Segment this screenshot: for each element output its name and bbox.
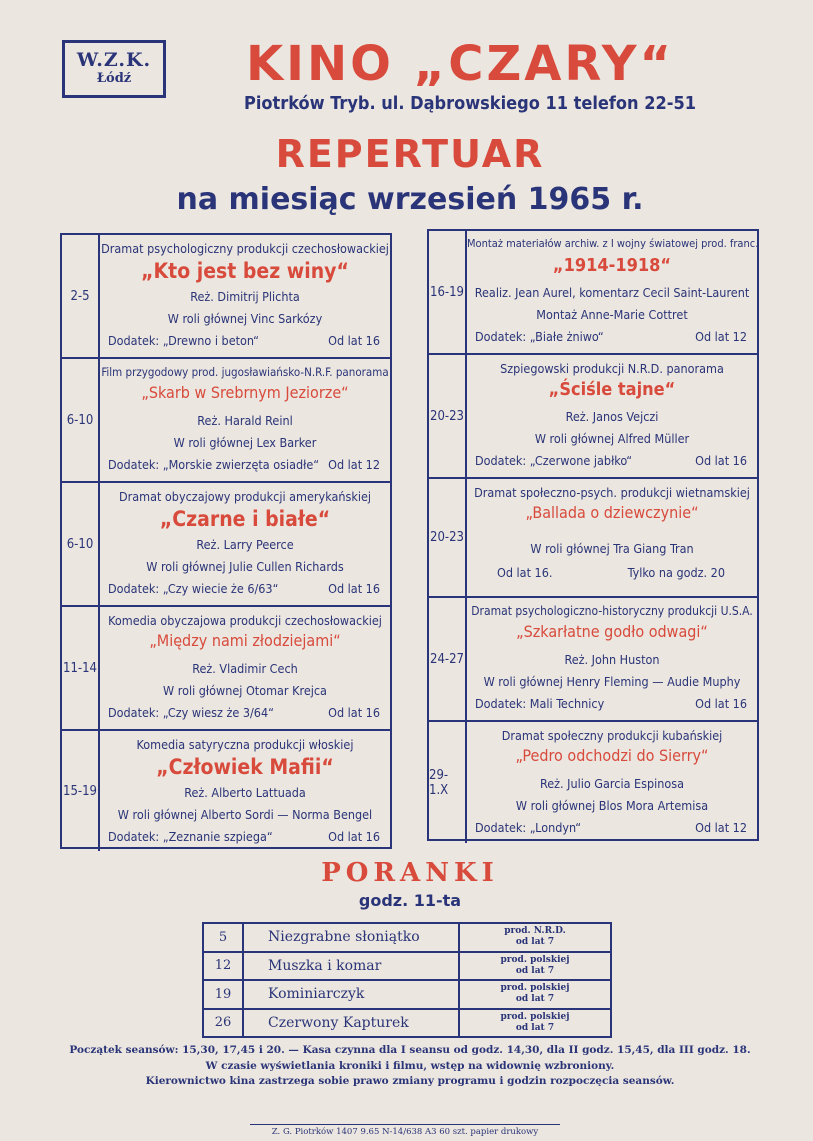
film-title: „Między nami złodziejami“ [149, 631, 341, 650]
film-details [467, 722, 757, 843]
film-dates: 24-27 [429, 598, 467, 720]
film-dates: 20-23 [429, 479, 467, 596]
morning-show-age: od lat 7 [515, 965, 555, 976]
film-details [100, 731, 390, 851]
film-extra-row [475, 453, 749, 468]
film-entry [62, 359, 390, 483]
morning-show-info [459, 980, 611, 1009]
film-age-rating: Od lat 12 [695, 820, 747, 835]
film-age-rating: Od lat 16 [328, 705, 380, 720]
film-extra: Dodatek: „Morskie zwierzęta osiadłe“ [108, 457, 320, 472]
film-genre: Dramat społeczno-psych. produkcji wietnamskiej [474, 485, 750, 500]
film-age-rating: Od lat 16 [695, 696, 747, 711]
film-title: „Ściśle tajne“ [548, 379, 676, 400]
film-entry [62, 731, 390, 851]
right-program-column [427, 229, 759, 841]
film-details [467, 479, 757, 596]
footer-line-2: W czasie wyświetlania kroniki i filmu, wstęp na widownię wzbroniony. [205, 1060, 615, 1072]
film-entry [429, 479, 757, 598]
film-entry [429, 231, 757, 355]
left-program-column [60, 233, 392, 849]
morning-show-row [203, 980, 611, 1009]
film-extra-row [475, 820, 749, 835]
film-cast: W roli głównej Henry Fleming — Audie Muphy [483, 674, 741, 689]
film-age-rating: Od lat 12 [328, 457, 380, 472]
film-director: Reż. John Huston [564, 652, 660, 667]
film-age-rating: Od lat 12 [695, 329, 747, 344]
morning-show-age: od lat 7 [515, 994, 555, 1005]
film-dates: 11-14 [62, 607, 100, 729]
film-cast: Montaż Anne-Marie Cottret [536, 307, 688, 322]
morning-shows-table [202, 922, 612, 1038]
film-details [467, 231, 757, 353]
cinema-address: Piotrków Tryb. ul. Dąbrowskiego 11 telefon 22-51 [243, 93, 697, 114]
film-extra: Dodatek: „Czy wiecie że 6/63“ [108, 581, 279, 596]
film-details [100, 483, 390, 605]
film-entry [62, 607, 390, 731]
film-extra: Dodatek: „Zeznanie szpiega“ [108, 829, 273, 844]
film-cast: W roli głównej Tra Giang Tran [530, 541, 694, 556]
morning-show-info [459, 952, 611, 981]
film-genre: Montaż materiałów archiw. z I wojny światowej prod. franc. [467, 237, 759, 250]
film-extra: Dodatek: Mali Technicy [475, 696, 605, 711]
film-extra-row [108, 705, 382, 720]
morning-show-day: 19 [203, 980, 243, 1009]
cinema-title: KINO „CZARY“ [245, 36, 675, 92]
footer-line-1: Początek seansów: 15,30, 17,45 i 20. — Kasa czynna dla I seansu od godz. 14,30, dla II godz. 15,45, dla III godz. 18. [69, 1044, 751, 1056]
film-director: Reż. Vladimir Cech [192, 661, 298, 676]
film-director: Reż. Janos Vejczi [565, 409, 659, 424]
film-genre: Komedia obyczajowa produkcji czechosłowackiej [108, 613, 382, 628]
film-details [100, 235, 390, 357]
film-dates: 15-19 [62, 731, 100, 851]
film-extra: Dodatek: „Czy wiesz że 3/64“ [108, 705, 274, 720]
film-genre: Dramat obyczajowy produkcji amerykańskiej [118, 489, 372, 504]
film-dates: 6-10 [62, 359, 100, 481]
film-entry [429, 355, 757, 479]
film-director: Reż. Dimitrij Plichta [190, 289, 300, 304]
film-entry [429, 598, 757, 722]
wzk-logo [62, 40, 166, 98]
film-dates: 16-19 [429, 231, 467, 353]
film-director: Reż. Larry Peerce [196, 537, 294, 552]
morning-show-info [459, 923, 611, 952]
film-extra: Od lat 16. [497, 565, 553, 580]
morning-show-info [459, 1009, 611, 1038]
film-title: „Skarb w Srebrnym Jeziorze“ [141, 383, 349, 402]
film-extra: Dodatek: „Białe żniwo“ [475, 329, 604, 344]
footer-line-3: Kierownictwo kina zastrzega sobie prawo zmiany programu i godzin rozpoczęcia seansów. [145, 1075, 675, 1087]
film-extra-row [108, 829, 382, 844]
film-genre: Dramat społeczny produkcji kubańskiej [501, 728, 723, 743]
film-age-rating: Od lat 16 [695, 453, 747, 468]
morning-show-row [203, 923, 611, 952]
film-director: Reż. Julio Garcia Espinosa [539, 776, 685, 791]
morning-show-title: Niezgrabne słoniątko [243, 923, 459, 952]
film-title: „Czarne i białe“ [159, 507, 331, 531]
film-extra-row [475, 329, 749, 344]
film-genre: Szpiegowski produkcji N.R.D. panorama [500, 361, 724, 376]
morning-show-age: od lat 7 [515, 937, 555, 948]
logo-line1: W.Z.K. [76, 49, 152, 71]
film-genre: Komedia satyryczna produkcji włoskiej [136, 737, 354, 752]
film-title: „Ballada o dziewczynie“ [525, 503, 699, 522]
film-dates: 29-1.X [429, 722, 467, 843]
morning-show-day: 26 [203, 1009, 243, 1038]
film-age-rating: Tylko na godz. 20 [627, 565, 725, 580]
film-dates: 20-23 [429, 355, 467, 477]
film-cast: W roli głównej Blos Mora Artemisa [515, 798, 709, 813]
morning-show-row [203, 952, 611, 981]
film-cast: W roli głównej Alfred Müller [534, 431, 690, 446]
film-dates: 6-10 [62, 483, 100, 605]
film-title: „Pedro odchodzi do Sierry“ [515, 746, 709, 765]
film-dates: 2-5 [62, 235, 100, 357]
film-extra-row [108, 457, 382, 472]
film-title: „Człowiek Mafii“ [156, 755, 334, 779]
film-director: Realiz. Jean Aurel, komentarz Cecil Saint-Laurent [474, 285, 750, 300]
film-genre: Dramat psychologiczno-historyczny produkcji U.S.A. [471, 604, 753, 618]
morning-show-title: Muszka i komar [243, 952, 459, 981]
film-extra: Dodatek: „Drewno i beton“ [108, 333, 259, 348]
film-details [100, 359, 390, 481]
morning-show-title: Czerwony Kapturek [243, 1009, 459, 1038]
film-extra: Dodatek: „Londyn“ [475, 820, 582, 835]
morning-show-day: 12 [203, 952, 243, 981]
film-extra-row [475, 696, 749, 711]
film-cast: W roli głównej Vinc Sarkózy [167, 311, 323, 326]
film-title: „Szkarłatne godło odwagi“ [516, 622, 708, 641]
morning-show-age: od lat 7 [515, 1022, 555, 1033]
morning-show-day: 5 [203, 923, 243, 952]
film-cast: W roli głównej Otomar Krejca [163, 683, 327, 698]
repertoire-heading: REPERTUAR [275, 132, 545, 176]
morning-shows-time: godz. 11-ta [358, 891, 462, 910]
film-extra: Dodatek: „Czerwone jabłko“ [475, 453, 633, 468]
film-cast: W roli głównej Lex Barker [173, 435, 317, 450]
morning-show-prod: prod. N.R.D. [504, 926, 566, 937]
film-age-rating: Od lat 16 [328, 829, 380, 844]
film-genre: Dramat psychologiczny produkcji czechosłowackiej [101, 241, 389, 256]
film-details [467, 598, 757, 720]
morning-shows-heading: PORANKI [321, 858, 499, 888]
film-details [100, 607, 390, 729]
film-age-rating: Od lat 16 [328, 333, 380, 348]
morning-show-row [203, 1009, 611, 1038]
film-entry [62, 235, 390, 359]
film-title: „Kto jest bez winy“ [141, 259, 349, 283]
film-extra-row [108, 333, 382, 348]
film-entry [429, 722, 757, 843]
film-extra-row [497, 565, 727, 580]
morning-show-prod: prod. polskiej [500, 954, 570, 965]
film-director: Reż. Alberto Lattuada [184, 785, 306, 800]
morning-show-title: Kominiarczyk [243, 980, 459, 1009]
month-heading: na miesiąc wrzesień 1965 r. [176, 182, 644, 217]
film-extra-row [108, 581, 382, 596]
film-age-rating: Od lat 16 [328, 581, 380, 596]
film-details [467, 355, 757, 477]
film-entry [62, 483, 390, 607]
morning-show-prod: prod. polskiej [500, 1011, 570, 1022]
film-cast: W roli głównej Alberto Sordi — Norma Bengel [117, 807, 373, 822]
film-genre: Film przygodowy prod. jugosławiańsko-N.R.F. panorama [101, 365, 389, 379]
film-director: Reż. Harald Reinl [197, 413, 293, 428]
printer-note: Z. G. Piotrków 1407 9.65 N-14/638 A3 60 szt. papier drukowy [250, 1124, 560, 1137]
film-cast: W roli głównej Julie Cullen Richards [146, 559, 344, 574]
morning-show-prod: prod. polskiej [500, 983, 570, 994]
film-title: „1914-1918“ [552, 255, 672, 276]
logo-line2: Łódź [96, 71, 132, 86]
